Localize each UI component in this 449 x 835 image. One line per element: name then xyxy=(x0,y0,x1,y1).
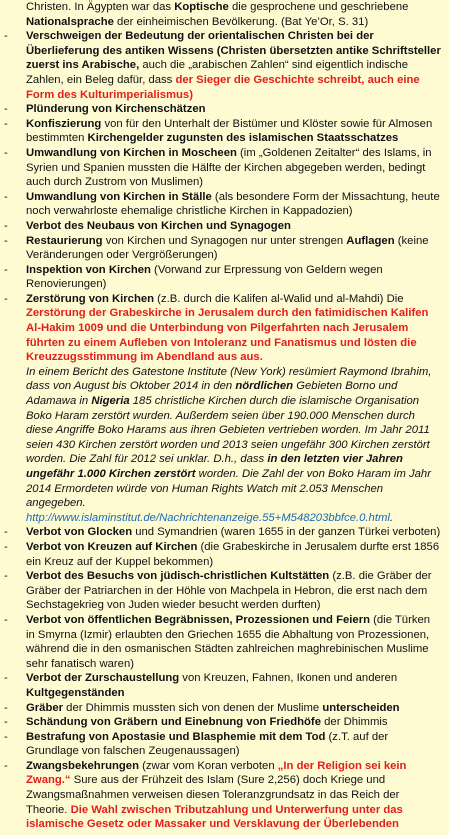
item-heading: Plünderung von Kirchenschätzen xyxy=(26,103,206,116)
list-item-zwangsbekehrungen xyxy=(4,759,441,832)
list-dash: - xyxy=(4,263,8,276)
list-item-neubau xyxy=(4,219,441,234)
item-heading: Verbot des Neubaus von Kirchen und Synagogen xyxy=(26,219,291,232)
item-text: (z.T. auf der Grundlage von falschen Zeugenaussagen) xyxy=(26,730,389,758)
list-dash: - xyxy=(4,759,8,772)
item-heading: Schändung von Gräbern und Einebnung von Friedhöfe xyxy=(26,716,321,729)
list-item-zurschaustellung xyxy=(4,671,441,700)
item-heading: Verschweigen der Bedeutung der orientalischen Christen bei der Überlieferung des antiken Wissens (Christen übersetzten antike Schriftsteller zuerst ins Arabische, xyxy=(26,30,441,72)
item-heading: Restaurierung xyxy=(26,234,103,247)
item-text: (zwar vom Koran verboten xyxy=(139,759,278,772)
item-text: (z.B. durch die Kalifen al-Walid und al-Mahdi) Die xyxy=(154,292,404,305)
list-dash: - xyxy=(4,730,8,743)
item-heading: Verbot des Besuchs von jüdisch-christlichen Kultstätten xyxy=(26,570,330,583)
item-red-emphasis: der Sieger die Geschichte schreibt, auch eine Form des Kulturimperialismus) xyxy=(26,73,420,101)
item-heading: Umwandlung von Kirchen in Ställe xyxy=(26,190,212,203)
item-heading: Umwandlung von Kirchen in Moscheen xyxy=(26,146,237,159)
item-text: der Dhimmis mussten sich von denen der Muslime xyxy=(63,701,323,714)
item-text: und Symandrien (waren 1655 in der ganzen Türkei verboten) xyxy=(132,526,441,539)
item-heading: Bestrafung von Apostasie und Blasphemie mit dem Tod xyxy=(26,730,326,743)
item-heading: Verbot der Zurschaustellung xyxy=(26,672,180,685)
item-red-emphasis: Zerstörung der Grabeskirche in Jerusalem durch den fatimidischen Kalifen Al-Hakim 1009 und die Unterbindung von Pilgerfahrten nach Jerusalem führten zu einem Aufleben von Intoleranz und Fanatismus und lösten die Kreuzzugsstimmung im Abendland aus aus. xyxy=(26,307,429,364)
list-dash: - xyxy=(4,570,8,583)
intro-text: die gesprochene und geschriebene xyxy=(228,1,409,13)
item-red-emphasis: Die Wahl zwischen Tributzahlung und Unterwerfung unter das islamische Gesetz oder Massaker und Versklavung der Überlebenden xyxy=(26,803,403,831)
list-dash: - xyxy=(4,219,8,232)
item-heading: Konfiszierung xyxy=(26,117,102,130)
list-item-kreuze xyxy=(4,540,441,569)
list-item-schaendung xyxy=(4,715,441,730)
intro-text: der einheimischen Bevölkerung. (Bat Ye’Or, S. 31) xyxy=(113,15,369,28)
list-dash: - xyxy=(4,30,8,43)
source-link[interactable]: http://www.islaminstitut.de/Nachrichtenanzeige.55+M548203bbfce.0.html xyxy=(26,511,390,524)
item-heading: Zerstörung von Kirchen xyxy=(26,292,155,305)
list-item-apostasie xyxy=(4,730,441,759)
list-item-zerstoerung xyxy=(4,292,441,526)
item-text: von Kirchen und Synagogen nur unter strengen xyxy=(102,234,347,247)
report-quote: In einem Bericht des Gatestone Institute (New York) resümiert Raymond Ibrahim, dass von August bis Oktober 2014 in den nördlichen Gebieten Borno und Adamawa in Nigeria 185 christliche Kirchen durch die islamische Organisation Boko Haram zerstört wurden. Außerdem seien über 190.000 Menschen durch diese Angriffe Boko Harams aus ihren Gebieten vertrieben worden. Im Jahr 2011 seien 430 Kirchen zerstört worden und 2013 seien ungefähr 300 Kirchen zerstört worden. Die Zahl für 2012 sei unklar. D.h., dass in den letzten vier Jahren ungefähr 1.000 Kirchen zerstört worden. Die Zahl der von Boko Haram im Jahr 2014 Ermordeten würde von Human Rights Watch mit 2.053 Menschen angegeben. xyxy=(26,365,432,510)
item-text: (die Grabeskirche in Jerusalem durfte erst 1856 ein Kreuz auf der Kuppel bekommen) xyxy=(26,540,440,568)
item-text: auch die „arabischen Zahlen“ sind eigentlich indische Zahlen, ein Beleg dafür, dass xyxy=(26,59,408,86)
list-item-restaurierung xyxy=(4,234,441,263)
item-heading: Zwangsbekehrungen xyxy=(26,759,139,772)
list-dash: - xyxy=(4,146,8,159)
item-heading: Inspektion von Kirchen xyxy=(26,263,151,276)
item-text: (als besondere Form der Missachtung, heute noch verwahrloste ehemalige christliche Kirchen in Kappadozien) xyxy=(26,190,440,218)
intro-bold-coptic: Koptische xyxy=(174,1,229,13)
item-heading: Gräber xyxy=(26,701,64,714)
list-dash: - xyxy=(4,540,8,553)
intro-text: Christen. In Ägypten war das xyxy=(26,1,175,13)
item-bold: Auflagen xyxy=(346,234,395,247)
list-item-inspektion xyxy=(4,263,441,292)
list-dash: - xyxy=(4,716,8,729)
item-text: (im „Goldenen Zeitalter“ des Islams, in Syrien und Spanien mussten die Hälfte der Kirchen abgegeben werden, bedingt auch durch Zustrom von Muslimen) xyxy=(26,146,432,189)
list-dash: - xyxy=(4,117,8,130)
list-item-graeber xyxy=(4,701,441,716)
item-bold: Kultgegenständen xyxy=(26,686,125,699)
item-heading: Verbot von öffentlichen Begräbnissen, Prozessionen und Feiern xyxy=(26,613,370,626)
item-heading: Verbot von Glocken xyxy=(26,526,133,539)
list-dash: - xyxy=(4,526,8,539)
intro-paragraph xyxy=(26,0,441,29)
list-dash: - xyxy=(4,613,8,626)
list-dash: - xyxy=(4,701,8,714)
item-text: von Kreuzen, Fahnen, Ikonen und anderen xyxy=(179,672,398,685)
item-text: (Vorwand zur Erpressung von Geldern wegen Renovierungen) xyxy=(26,263,383,291)
list-item-pluenderung xyxy=(4,102,441,117)
list-item-verschweigen xyxy=(4,29,441,102)
list-item-staelle xyxy=(4,190,441,219)
list-dash: - xyxy=(4,190,8,203)
list-item-moscheen xyxy=(4,146,441,190)
list-item-begraebnisse xyxy=(4,613,441,671)
list-item-konfiszierung xyxy=(4,117,441,146)
list-item-kultstaetten xyxy=(4,569,441,613)
item-bold: Kirchengelder zugunsten des islamischen Staatsschatzes xyxy=(87,132,399,145)
item-text: (keine Veränderungen oder Vergrößerungen) xyxy=(26,234,429,262)
item-text: (z.B. die Gräber der Gräber der Patriarchen in der Höhle von Machpela in Hebron, die erst nach dem Sechstagekrieg von Juden wieder besucht werden durften) xyxy=(26,570,432,612)
item-text: Sure aus der Frühzeit des Islam (Sure 2,256) doch Kriege und Zwangsmaßnahmen verweisen diesen Toleranzgrundsatz in das Reich der Theorie. xyxy=(26,774,400,816)
item-heading: Verbot von Kreuzen auf Kirchen xyxy=(26,540,198,553)
list-dash: - xyxy=(4,672,8,685)
list-dash: - xyxy=(4,234,8,247)
intro-bold-nationalsprache: Nationalsprache xyxy=(26,15,114,28)
item-text: der Dhimmis xyxy=(320,716,388,729)
list-item-glocken xyxy=(4,525,441,540)
item-text: von für den Unterhalt der Bistümer und Klöster sowie für Almosen bestimmten xyxy=(26,117,433,145)
item-red-quote: „In der Religion sei kein Zwang.“ xyxy=(26,759,407,787)
item-text: (die Türken in Smyrna (Izmir) erlaubten den Griechen 1655 die Abhaltung von Prozessionen, während die in den osmanischen Städten zahlreichen maghrebinischen Muslime sehr fanatisch waren) xyxy=(26,613,431,670)
list-dash: - xyxy=(4,292,8,305)
source-link-tail: . xyxy=(389,511,394,524)
item-bold: unterscheiden xyxy=(322,701,400,714)
list-dash: - xyxy=(4,103,8,116)
